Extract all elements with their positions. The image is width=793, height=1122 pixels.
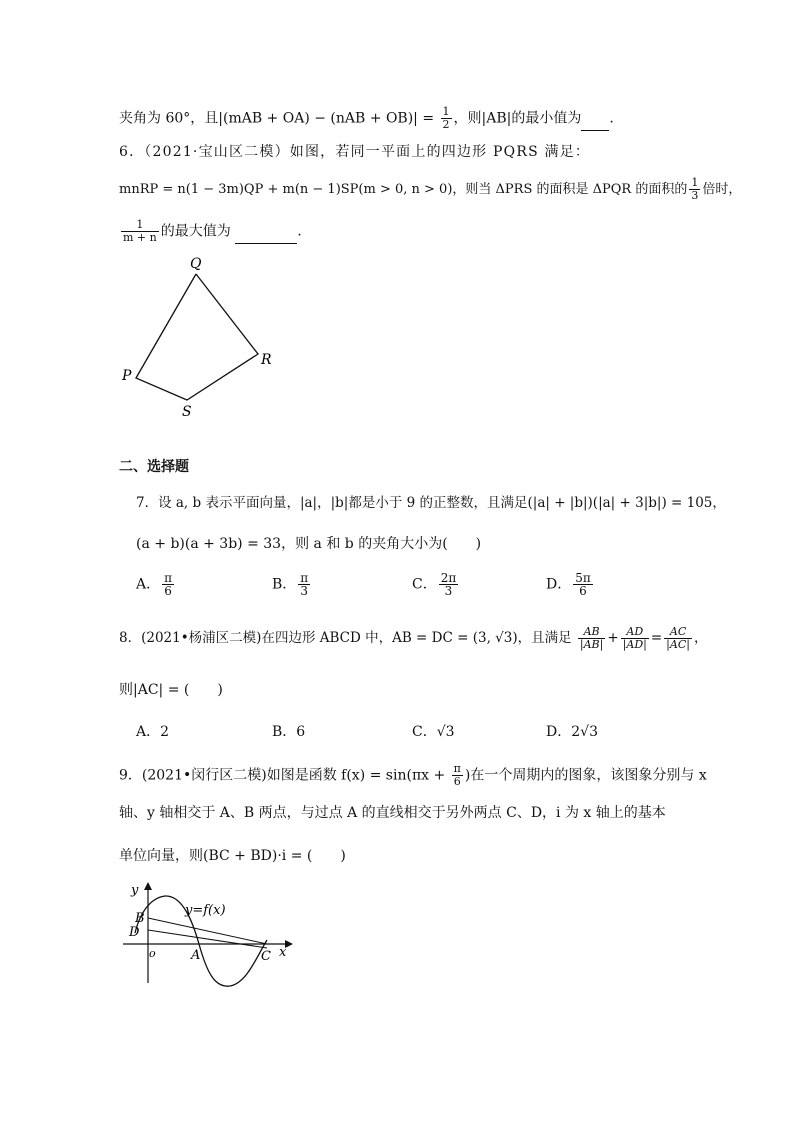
- quadrilateral-outline: [136, 274, 258, 400]
- q7-option-a-frac: [162, 572, 174, 597]
- q8-frac-ad: [621, 626, 649, 651]
- q7-option-b-letter: B．: [272, 576, 297, 593]
- q6-line3-text: 的最大值为: [160, 223, 231, 240]
- y-axis-arrow: [144, 882, 152, 890]
- q7-option-a-letter: A．: [136, 576, 161, 593]
- q8-option-b[interactable]: [272, 722, 305, 742]
- q5-prefix: 夹角为 60°，且: [119, 110, 219, 127]
- q6-answer-blank[interactable]: [235, 229, 297, 244]
- q6-line3-end: .: [297, 223, 302, 240]
- line-d-c: [148, 930, 267, 948]
- q8-option-c-letter: C．: [412, 724, 437, 740]
- q6-line2a: mnRP = n(1 − 3m)QP + m(n − 1)SP(m > 0, n > 0)，则当 ΔPRS 的面积是 ΔPQR 的面积的: [119, 182, 688, 197]
- q7-option-d-num: 5π: [575, 571, 591, 585]
- q8-trail: ，: [693, 630, 708, 646]
- q6-line2b: 倍时，: [702, 182, 742, 197]
- q7-line2: (a + b)(a + 3b) = 33，则 a 和 b 的夹角大小为( ): [136, 536, 482, 552]
- point-label-a: A: [191, 948, 201, 963]
- q7-option-c-letter: C．: [412, 576, 437, 593]
- line-b-c: [148, 918, 267, 944]
- q6-line3: [119, 219, 302, 244]
- section-choice-heading: 二、选择题: [119, 459, 189, 475]
- q6-frac-den: 3: [691, 189, 699, 202]
- q8-plus: +: [607, 630, 619, 646]
- q5-expr: |(mAB + OA) − (nAB + OB)| =: [218, 110, 439, 127]
- q8-frac-ac-num: AC: [664, 626, 692, 639]
- q5-end: .: [609, 110, 614, 127]
- q8-option-d-letter: D．: [546, 724, 572, 740]
- q6-line1: 6．（2021·宝山区二模）如图，若同一平面上的四边形 PQRS 满足：: [119, 144, 591, 160]
- q7-option-d-letter: D．: [546, 576, 572, 593]
- q9-frac-den: 6: [453, 775, 461, 788]
- q8-option-b-value: 6: [296, 724, 306, 740]
- q7-line1: 7．设 a, b 表示平面向量，|a|，|b|都是小于 9 的正整数，且满足(|a| + |b|)(|a| + 3|b|) = 105，: [136, 495, 726, 511]
- sine-graph-figure: [115, 878, 295, 993]
- q5-frac-num: 1: [442, 105, 450, 118]
- q7-option-a-den: 6: [164, 584, 172, 598]
- q7-option-c-den: 3: [444, 584, 453, 598]
- axis-label-x: x: [279, 945, 287, 960]
- q9-line1a: 9．(2021•闵行区二模)如图是函数 f(x) = sin(πx +: [119, 767, 450, 784]
- origin-label: o: [149, 947, 156, 960]
- q5-tail-line: [119, 106, 614, 131]
- q5-fraction: [441, 106, 452, 131]
- q6-frac-mn: [121, 219, 159, 244]
- quadrilateral-pqrs-figure: [110, 248, 290, 423]
- function-label: y=f(x): [185, 903, 226, 918]
- q7-option-b-num: π: [300, 571, 309, 585]
- q9-line2: 轴、y 轴相交于 A、B 两点，与过点 A 的直线相交于另外两点 C、D，i 为 x 轴上的基本: [119, 805, 666, 821]
- q8-option-c-value: √3: [436, 724, 455, 740]
- q7-option-a[interactable]: [136, 572, 176, 597]
- q6-frac-third: [689, 177, 700, 202]
- q8-frac-ac: [664, 626, 692, 651]
- q8-frac-ac-den: |AC|: [666, 638, 690, 651]
- axis-label-y: y: [131, 883, 139, 898]
- q9-frac-num: π: [453, 762, 461, 775]
- label-q: Q: [190, 256, 202, 272]
- q8-option-c[interactable]: [412, 722, 455, 742]
- q7-option-b-frac: [298, 572, 310, 597]
- q7-option-d-frac: [573, 572, 593, 597]
- q5-frac-den: 2: [442, 118, 450, 131]
- q8-frac-ab-den: |AB|: [579, 638, 604, 651]
- q5-answer-blank[interactable]: [581, 116, 609, 131]
- q8-equals: =: [650, 630, 663, 646]
- point-label-d: D: [129, 925, 140, 940]
- q8-frac-ab-num: AB: [578, 626, 605, 639]
- q8-line1: [119, 626, 707, 651]
- q8-frac-ad-num: AD: [621, 626, 649, 639]
- q8-option-a-value: 2: [160, 724, 170, 740]
- q8-option-d-value: 2√3: [571, 724, 598, 740]
- q6-frac-mn-num: 1: [121, 219, 159, 232]
- q8-frac-ad-den: |AD|: [622, 638, 647, 651]
- q8-option-b-letter: B．: [272, 724, 297, 740]
- q7-option-c-num: 2π: [440, 571, 457, 585]
- point-label-c: C: [261, 949, 271, 964]
- q9-line3: 单位向量，则(BC + BD)·i = ( ): [119, 848, 346, 864]
- q8-frac-ab: [578, 626, 605, 651]
- label-r: R: [261, 352, 272, 368]
- q5-mid: ，则|AB|的最小值为: [453, 110, 582, 127]
- label-s: S: [182, 404, 192, 420]
- q7-option-b[interactable]: [272, 572, 312, 597]
- q6-frac-mn-den: m + n: [123, 231, 157, 244]
- q7-option-d-den: 6: [579, 584, 587, 598]
- label-p: P: [122, 368, 132, 384]
- q8-option-d[interactable]: [546, 722, 598, 742]
- q8-option-a[interactable]: [136, 722, 169, 742]
- q6-line2: [119, 177, 741, 202]
- q8-option-a-letter: A．: [136, 724, 161, 740]
- q8-line2: 则|AC| = ( ): [119, 682, 223, 698]
- q7-option-b-den: 3: [300, 584, 309, 598]
- q9-frac: [452, 763, 463, 788]
- q7-option-c[interactable]: [412, 572, 460, 597]
- q8-line1a: 8．(2021•杨浦区二模)在四边形 ABCD 中，AB = DC = (3, √3)，且满足: [119, 630, 572, 646]
- q7-option-a-num: π: [164, 571, 173, 585]
- q9-line1: [119, 763, 707, 788]
- q6-frac-num: 1: [691, 176, 699, 189]
- q7-option-c-frac: [439, 572, 459, 597]
- point-label-b: B: [135, 911, 145, 926]
- q7-option-d[interactable]: [546, 572, 595, 597]
- q9-line1b: )在一个周期内的图象，该图象分别与 x: [464, 767, 707, 784]
